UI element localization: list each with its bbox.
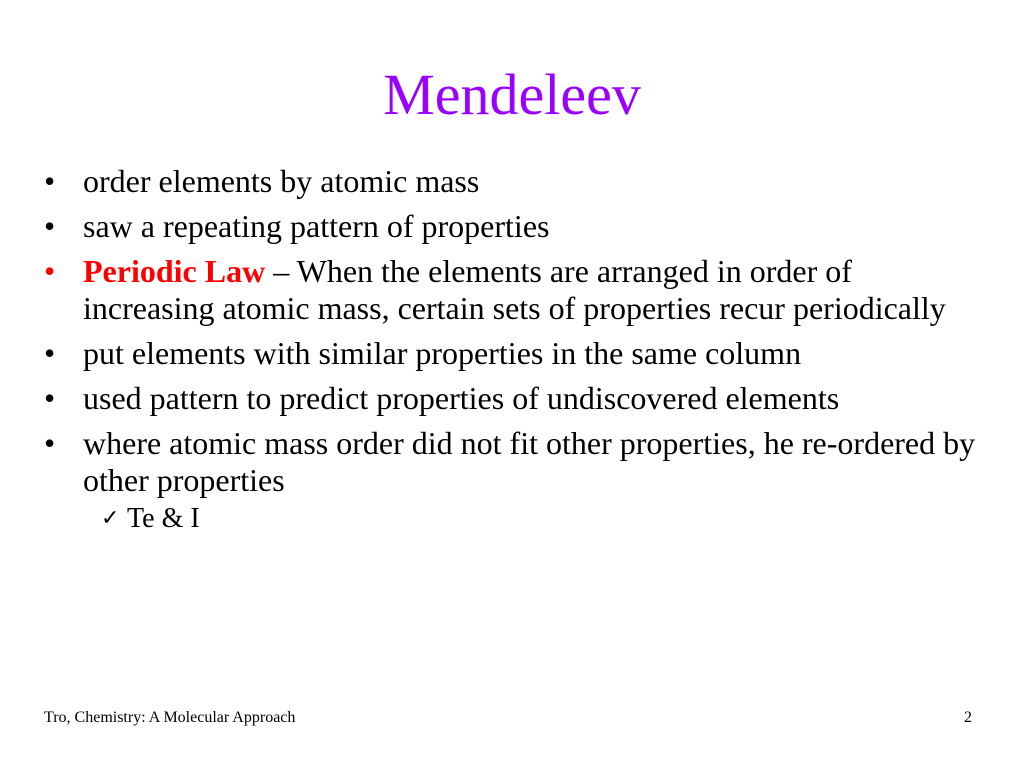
bullet-text: put elements with similar properties in the same column: [83, 335, 802, 371]
bullet-icon: •: [44, 425, 56, 461]
bullet-text: saw a repeating pattern of properties: [83, 208, 550, 244]
bullet-item: [44, 380, 984, 417]
check-icon: ✓: [101, 506, 120, 531]
sub-bullet-item: [101, 503, 984, 535]
bullet-text: order elements by atomic mass: [83, 163, 480, 199]
bullet-item: [44, 208, 984, 245]
periodic-law-definition: – When the elements are arranged in order of increasing atomic mass, certain sets of properties recur periodically: [83, 253, 946, 326]
bullet-item: [44, 425, 984, 499]
bullet-icon: •: [44, 335, 56, 371]
sub-bullet-text: Te & I: [127, 503, 200, 534]
bullet-list: [44, 163, 984, 535]
bullet-icon: •: [44, 253, 56, 289]
bullet-item: [44, 163, 984, 200]
bullet-icon: •: [44, 208, 56, 244]
bullet-item-periodic-law: [44, 253, 984, 327]
bullet-item: [44, 335, 984, 372]
bullet-text: used pattern to predict properties of undiscovered elements: [83, 380, 840, 416]
bullet-text: where atomic mass order did not fit other properties, he re-ordered by other properties: [83, 425, 976, 498]
slide-number: 2: [964, 709, 972, 726]
slide-title: Mendeleev: [383, 62, 641, 127]
periodic-law-term: Periodic Law: [83, 253, 266, 289]
footer-source: Tro, Chemistry: A Molecular Approach: [44, 709, 296, 726]
bullet-icon: •: [44, 163, 56, 199]
bullet-icon: •: [44, 380, 56, 416]
